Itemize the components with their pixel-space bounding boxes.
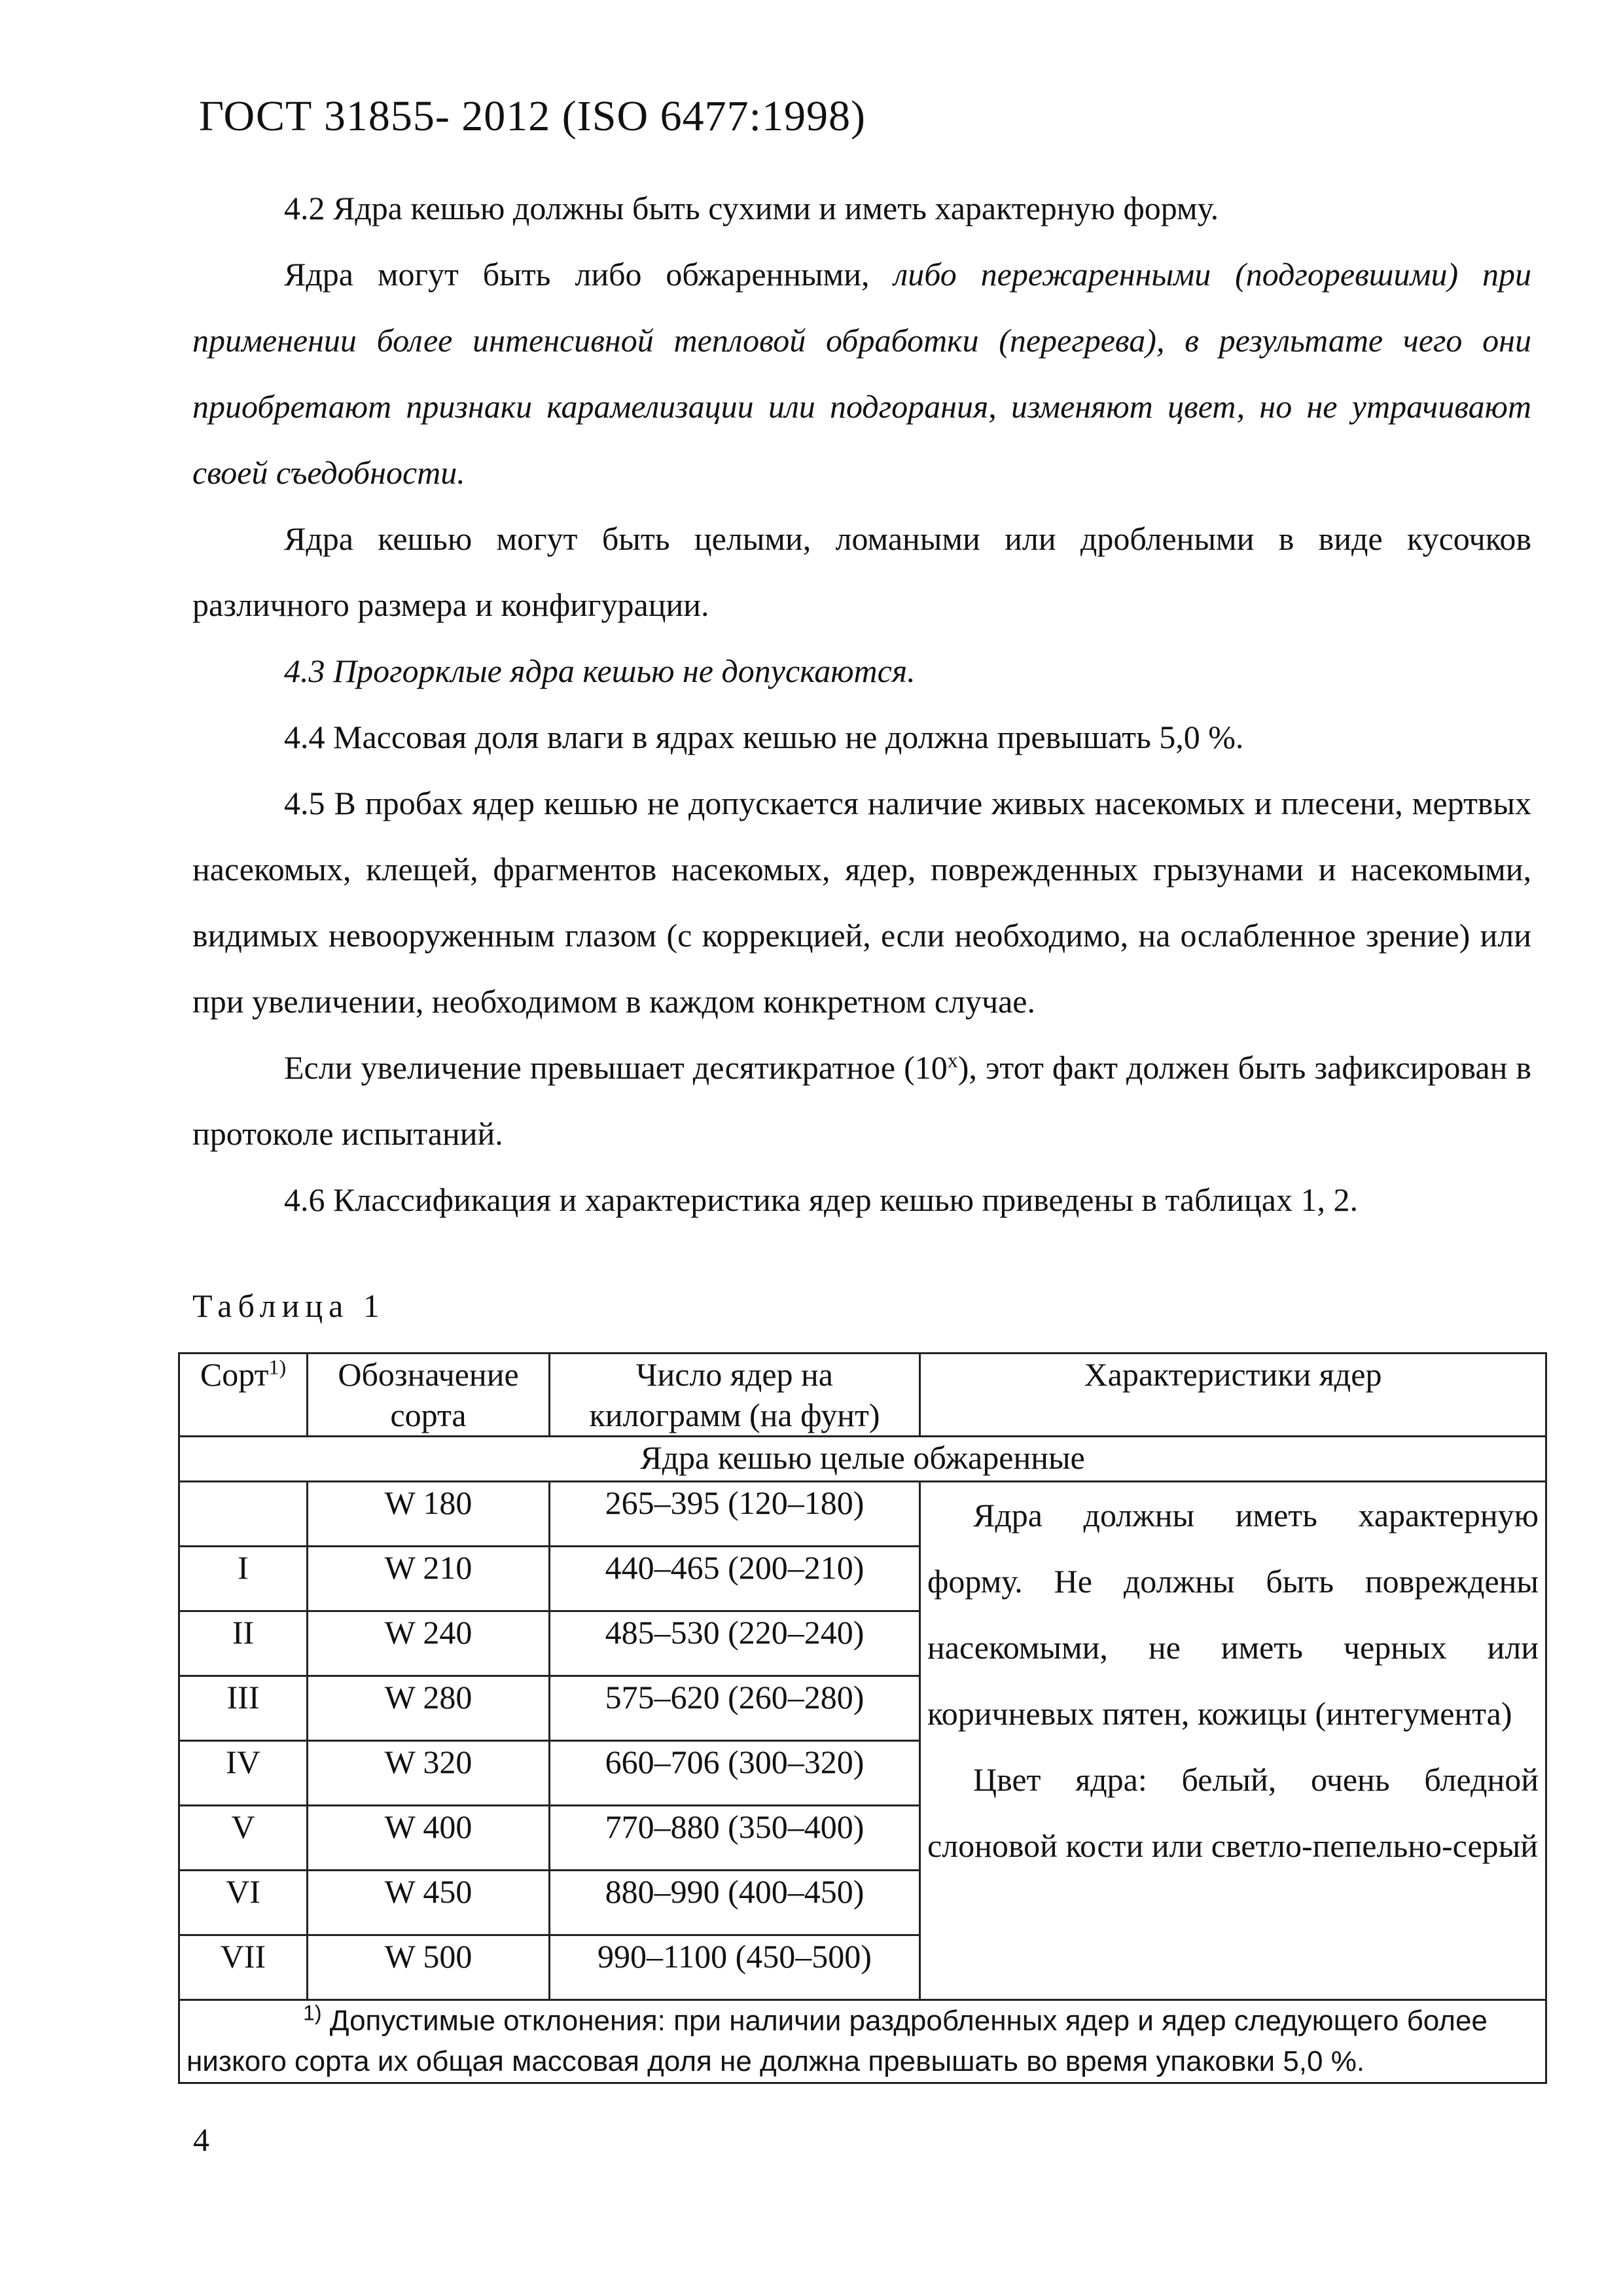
cell-designation: W 400 (308, 1806, 550, 1871)
cell-grade: III (179, 1676, 308, 1741)
characteristics-color: Цвет ядра: белый, очень бледной слоновой кости или светло-пепельно-серый (927, 1761, 1539, 1864)
paragraph-roasting-plain: Ядра могут быть либо обжаренными, (284, 256, 894, 293)
cell-designation: W 210 (308, 1547, 550, 1611)
table-group-row (179, 1437, 1546, 1482)
cell-count: 575–620 (260–280) (550, 1676, 920, 1741)
magnification-text-before: Если увеличение превышает десятикратное (10 (284, 1049, 948, 1086)
header-grade-footnote-mark: 1) (268, 1355, 287, 1379)
cell-count: 265–395 (120–180) (550, 1482, 920, 1547)
cell-designation: W 450 (308, 1871, 550, 1935)
document-header: ГОСТ 31855- 2012 (ISO 6477:1998) (199, 92, 866, 140)
cell-characteristics (920, 1482, 1546, 2000)
magnification-text-after: ), этот факт должен быть зафиксирован в протоколе испытаний. (192, 1049, 1531, 1152)
table-row (179, 1482, 1546, 1547)
cell-grade: II (179, 1611, 308, 1676)
cell-count: 440–465 (200–210) (550, 1547, 920, 1611)
footnote-text: Допустимые отклонения: при наличии раздробленных ядер и ядер следующего более низкого сорта их общая массовая доля не должна превышать во время упаковки 5,0 %. (187, 2005, 1488, 2077)
table-footnote (179, 2000, 1546, 2083)
page-number: 4 (193, 2121, 209, 2158)
header-grade (179, 1354, 308, 1437)
header-designation: Обозначение сорта (308, 1354, 550, 1437)
paragraph-roasting (192, 242, 1531, 506)
cell-grade: I (179, 1547, 308, 1611)
cell-count: 770–880 (350–400) (550, 1806, 920, 1871)
cell-count: 660–706 (300–320) (550, 1741, 920, 1806)
cell-designation: W 280 (308, 1676, 550, 1741)
paragraph-4-5: 4.5 В пробах ядер кешью не допускается наличие живых насекомых и плесени, мертвых насекомых, клещей, фрагментов насекомых, ядер, поврежденных грызунами и насекомыми, видимых невооруженным глазом (с коррекцией, если необходимо, на ослабленное зрение) или при увеличении, необходимом в каждом конкретном случае. (192, 785, 1531, 1020)
cell-designation: W 320 (308, 1741, 550, 1806)
cell-grade: IV (179, 1741, 308, 1806)
table-header-row (179, 1354, 1546, 1437)
header-grade-label: Сорт (200, 1356, 269, 1393)
cell-count: 485–530 (220–240) (550, 1611, 920, 1676)
table-caption: Таблица 1 (192, 1287, 385, 1324)
paragraph-4-6: 4.6 Классификация и характеристика ядер кешью приведены в таблицах 1, 2. (284, 1181, 1358, 1218)
cell-grade: VII (179, 1935, 308, 2000)
paragraph-kernel-shapes: Ядра кешью могут быть целыми, ломаными или дроблеными в виде кусочков различного размера и конфигурации. (192, 520, 1531, 623)
cell-grade: VI (179, 1871, 308, 1935)
paragraph-4-2: 4.2 Ядра кешью должны быть сухими и иметь характерную форму. (284, 190, 1219, 226)
paragraph-4-4: 4.4 Массовая доля влаги в ядрах кешью не должна превышать 5,0 %. (284, 719, 1244, 755)
cell-designation: W 500 (308, 1935, 550, 2000)
characteristics-shape: Ядра должны иметь характерную форму. Не должны быть повреждены насекомыми, не иметь черных или коричневых пятен, кожицы (интегумента) (927, 1497, 1539, 1732)
cell-count: 880–990 (400–450) (550, 1871, 920, 1935)
table-footnote-row (179, 2000, 1546, 2083)
header-count: Число ядер на килограмм (на фунт) (550, 1354, 920, 1437)
cell-grade (179, 1482, 308, 1547)
paragraph-4-3: 4.3 Прогорклые ядра кешью не допускаются. (284, 653, 916, 689)
cell-count: 990–1100 (450–500) (550, 1935, 920, 2000)
footnote-mark: 1) (303, 2001, 322, 2025)
paragraph-roasting-italic: либо пережаренными (подгоревшими) при применении более интенсивной тепловой обработки (перегрева), в результате чего они приобретают признаки карамелизации или подгорания, изменяют цвет, но не утрачивают своей съедобности. (192, 256, 1531, 491)
header-characteristics: Характеристики ядер (920, 1354, 1546, 1437)
document-body (192, 175, 1531, 1233)
grades-table (178, 1352, 1547, 2084)
cell-grade: V (179, 1806, 308, 1871)
magnification-superscript: x (947, 1048, 958, 1072)
group-title: Ядра кешью целые обжаренные (179, 1437, 1546, 1482)
cell-designation: W 240 (308, 1611, 550, 1676)
cell-designation: W 180 (308, 1482, 550, 1547)
paragraph-magnification (192, 1035, 1531, 1167)
